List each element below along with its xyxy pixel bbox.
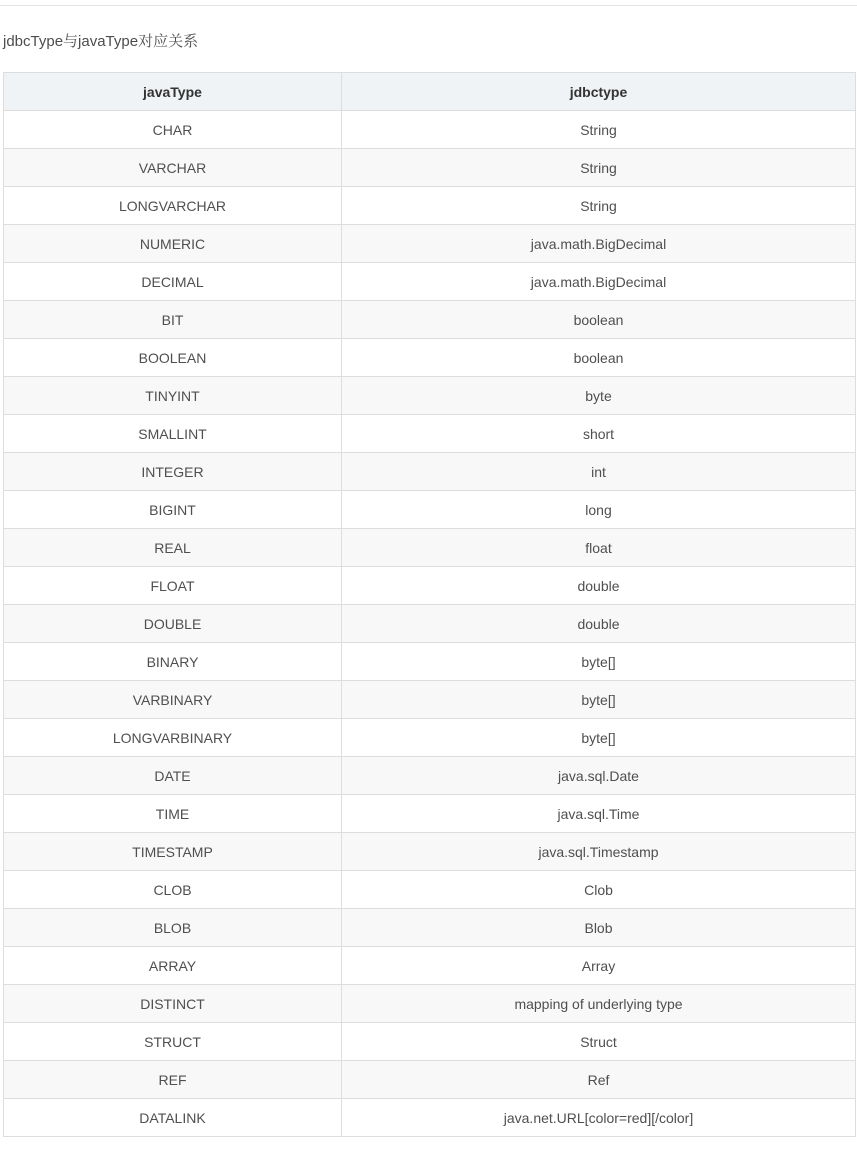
table-row	[4, 377, 856, 415]
cell-jdbctype: boolean	[342, 301, 856, 339]
cell-javatype: LONGVARCHAR	[4, 187, 342, 225]
table-row	[4, 339, 856, 377]
table-row	[4, 567, 856, 605]
cell-javatype: VARCHAR	[4, 149, 342, 187]
cell-jdbctype: java.net.URL[color=red][/color]	[342, 1099, 856, 1137]
table-row	[4, 415, 856, 453]
cell-javatype: DECIMAL	[4, 263, 342, 301]
table-row	[4, 1061, 856, 1099]
column-header-javatype: javaType	[4, 73, 342, 111]
cell-javatype: DATALINK	[4, 1099, 342, 1137]
table-row	[4, 833, 856, 871]
table-header-row	[4, 73, 856, 111]
table-row	[4, 643, 856, 681]
cell-jdbctype: java.math.BigDecimal	[342, 225, 856, 263]
cell-jdbctype: java.sql.Timestamp	[342, 833, 856, 871]
cell-javatype: NUMERIC	[4, 225, 342, 263]
cell-javatype: VARBINARY	[4, 681, 342, 719]
table-row	[4, 1023, 856, 1061]
column-header-jdbctype: jdbctype	[342, 73, 856, 111]
cell-javatype: DATE	[4, 757, 342, 795]
table-row	[4, 225, 856, 263]
table-row	[4, 111, 856, 149]
table-row	[4, 947, 856, 985]
cell-javatype: BLOB	[4, 909, 342, 947]
cell-javatype: CLOB	[4, 871, 342, 909]
table-row	[4, 681, 856, 719]
cell-javatype: SMALLINT	[4, 415, 342, 453]
cell-javatype: DOUBLE	[4, 605, 342, 643]
top-divider	[0, 5, 857, 6]
table-row	[4, 757, 856, 795]
cell-jdbctype: Ref	[342, 1061, 856, 1099]
cell-javatype: REAL	[4, 529, 342, 567]
cell-jdbctype: Blob	[342, 909, 856, 947]
cell-javatype: CHAR	[4, 111, 342, 149]
cell-jdbctype: double	[342, 605, 856, 643]
cell-javatype: BOOLEAN	[4, 339, 342, 377]
cell-javatype: ARRAY	[4, 947, 342, 985]
table-row	[4, 719, 856, 757]
cell-jdbctype: float	[342, 529, 856, 567]
table-row	[4, 187, 856, 225]
table-row	[4, 529, 856, 567]
cell-javatype: DISTINCT	[4, 985, 342, 1023]
cell-jdbctype: byte[]	[342, 719, 856, 757]
cell-javatype: BIGINT	[4, 491, 342, 529]
table-body	[4, 111, 856, 1137]
cell-javatype: BIT	[4, 301, 342, 339]
table-row	[4, 149, 856, 187]
cell-jdbctype: Array	[342, 947, 856, 985]
cell-jdbctype: String	[342, 149, 856, 187]
table-row	[4, 301, 856, 339]
cell-jdbctype: int	[342, 453, 856, 491]
cell-jdbctype: java.sql.Date	[342, 757, 856, 795]
cell-jdbctype: double	[342, 567, 856, 605]
cell-javatype: FLOAT	[4, 567, 342, 605]
cell-jdbctype: Clob	[342, 871, 856, 909]
cell-jdbctype: long	[342, 491, 856, 529]
cell-javatype: TIME	[4, 795, 342, 833]
cell-javatype: INTEGER	[4, 453, 342, 491]
cell-jdbctype: String	[342, 111, 856, 149]
cell-jdbctype: String	[342, 187, 856, 225]
table-row	[4, 871, 856, 909]
cell-javatype: BINARY	[4, 643, 342, 681]
type-mapping-table	[3, 72, 856, 1137]
cell-jdbctype: short	[342, 415, 856, 453]
table-row	[4, 263, 856, 301]
cell-javatype: REF	[4, 1061, 342, 1099]
table-row	[4, 1099, 856, 1137]
table-row	[4, 491, 856, 529]
table-row	[4, 605, 856, 643]
cell-jdbctype: byte	[342, 377, 856, 415]
cell-jdbctype: mapping of underlying type	[342, 985, 856, 1023]
cell-jdbctype: Struct	[342, 1023, 856, 1061]
table-row	[4, 985, 856, 1023]
cell-jdbctype: java.math.BigDecimal	[342, 263, 856, 301]
cell-javatype: TINYINT	[4, 377, 342, 415]
cell-javatype: STRUCT	[4, 1023, 342, 1061]
table-row	[4, 909, 856, 947]
cell-jdbctype: java.sql.Time	[342, 795, 856, 833]
section-heading: jdbcType与javaType对应关系	[3, 33, 199, 50]
cell-jdbctype: byte[]	[342, 681, 856, 719]
table-row	[4, 795, 856, 833]
cell-javatype: LONGVARBINARY	[4, 719, 342, 757]
cell-jdbctype: byte[]	[342, 643, 856, 681]
cell-jdbctype: boolean	[342, 339, 856, 377]
table-row	[4, 453, 856, 491]
cell-javatype: TIMESTAMP	[4, 833, 342, 871]
